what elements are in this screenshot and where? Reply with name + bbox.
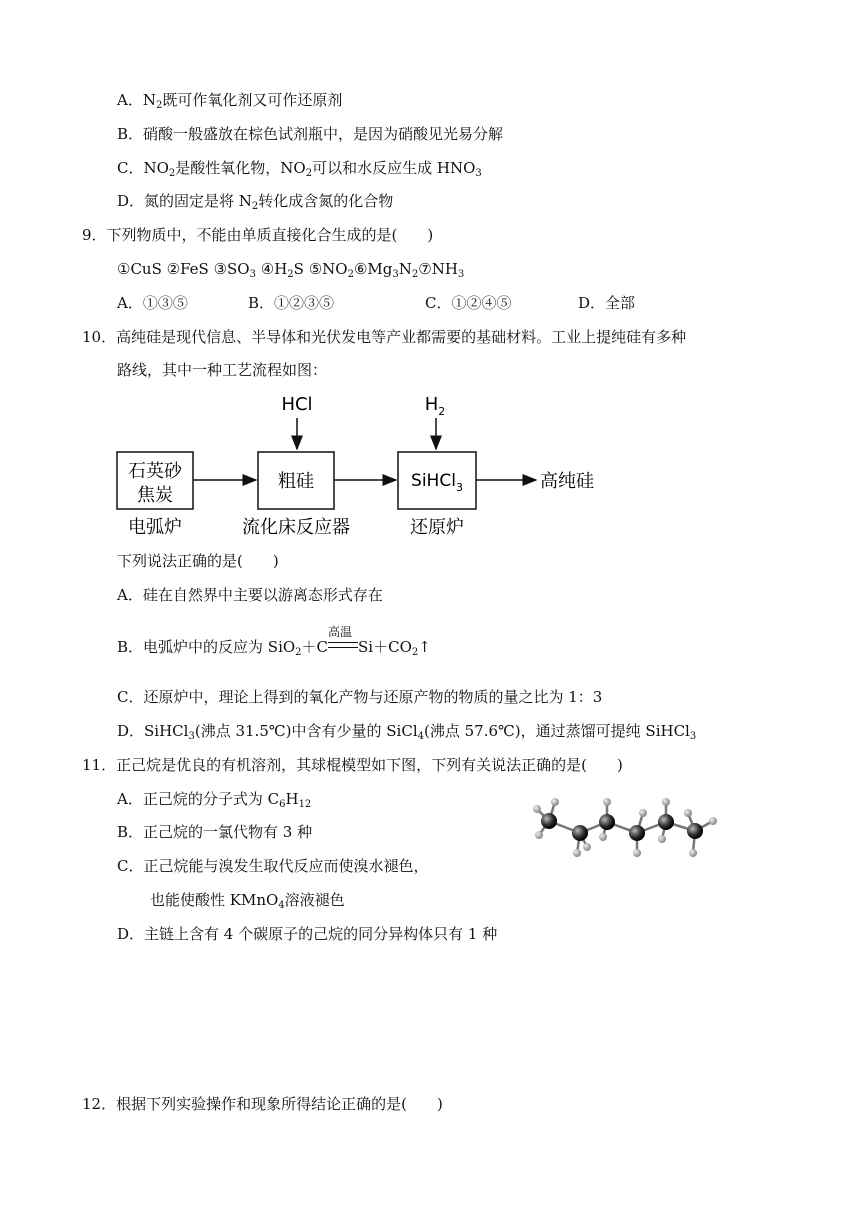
q9-option-d: D．全部 bbox=[578, 294, 636, 312]
box3-caption: 还原炉 bbox=[410, 517, 464, 538]
q8-option-d: D．氮的固定是将 $N_2$转化成含氮的化合物 bbox=[117, 192, 394, 212]
input-hcl: HCl bbox=[281, 394, 313, 415]
q10-option-d: D．SiHCl$_3$(沸点 31.5℃)中含有少量的 SiCl$_4$(沸点 57.6℃)，通过蒸馏可提纯 SiHCl$_3$ bbox=[117, 722, 697, 742]
output-label: 高纯硅 bbox=[540, 471, 594, 492]
q10-option-b: B．电弧炉中的反应为 SiO$_2$＋C 高温 $Si+CO_2↑$ bbox=[117, 625, 431, 658]
q10-option-c: C．还原炉中，理论上得到的氧化产物与还原产物的物质的量之比为 1：3 bbox=[117, 688, 603, 706]
q9-option-b: B．①②③⑤ bbox=[248, 294, 335, 312]
box2-caption: 流化床反应器 bbox=[242, 517, 350, 538]
q11-option-c-line1: C．正己烷能与溴发生取代反应而使溴水褪色， bbox=[117, 857, 429, 875]
box1-line1: 石英砂 bbox=[128, 461, 182, 482]
q11-option-a: A．正己烷的分子式为 $C_6H_{12}$ bbox=[117, 790, 312, 810]
q9-items: ①CuS ②FeS $③SO_3$ $④H_2S$ $⑤NO_2⑥Mg_3N_2⑦NH_3$ bbox=[117, 260, 465, 280]
q12-stem: 12．根据下列实验操作和现象所得结论正确的是( ) bbox=[82, 1095, 443, 1113]
box1-line2: 焦炭 bbox=[137, 485, 173, 506]
q9-stem: 9．下列物质中，不能由单质直接化合生成的是( ) bbox=[82, 226, 434, 244]
q8-option-c: C．$NO_2$是酸性氧化物，$NO_2$可以和水反应生成 $HNO_3$ bbox=[117, 159, 482, 179]
q8-option-a: A．$N_2$既可作氧化剂又可作还原剂 bbox=[117, 91, 343, 111]
q11-option-d: D．主链上含有 4 个碳原子的己烷的同分异构体只有 1 种 bbox=[117, 925, 498, 943]
process-flow-diagram bbox=[100, 385, 620, 545]
box3-label: SiHCl$_3$ bbox=[411, 471, 463, 494]
q11-stem: 11．正己烷是优良的有机溶剂，其球棍模型如下图，下列有关说法正确的是( ) bbox=[82, 756, 623, 774]
input-h2: $H_2$ bbox=[424, 394, 446, 418]
box2-label: 粗硅 bbox=[278, 471, 314, 492]
q9-option-a: A．①③⑤ bbox=[117, 294, 188, 312]
q10-prompt: 下列说法正确的是( ) bbox=[117, 552, 279, 570]
q10-stem-line2: 路线，其中一种工艺流程如图： bbox=[117, 361, 328, 379]
hexane-ball-stick-model bbox=[525, 785, 725, 870]
q8-option-b: B．硝酸一般盛放在棕色试剂瓶中，是因为硝酸见光易分解 bbox=[117, 125, 504, 143]
box1-caption: 电弧炉 bbox=[128, 517, 182, 538]
q10-stem-line1: 10．高纯硅是现代信息、半导体和光伏发电等产业都需要的基础材料。工业上提纯硅有多种 bbox=[82, 328, 687, 346]
q11-option-c-line2: 也能使酸性 KMnO$_4$溶液褪色 bbox=[150, 891, 345, 911]
reaction-condition: 高温 bbox=[328, 637, 358, 657]
q9-option-c: C．①②④⑤ bbox=[425, 294, 512, 312]
q10-option-a: A．硅在自然界中主要以游离态形式存在 bbox=[117, 586, 383, 604]
q11-option-b: B．正己烷的一氯代物有 3 种 bbox=[117, 823, 313, 841]
